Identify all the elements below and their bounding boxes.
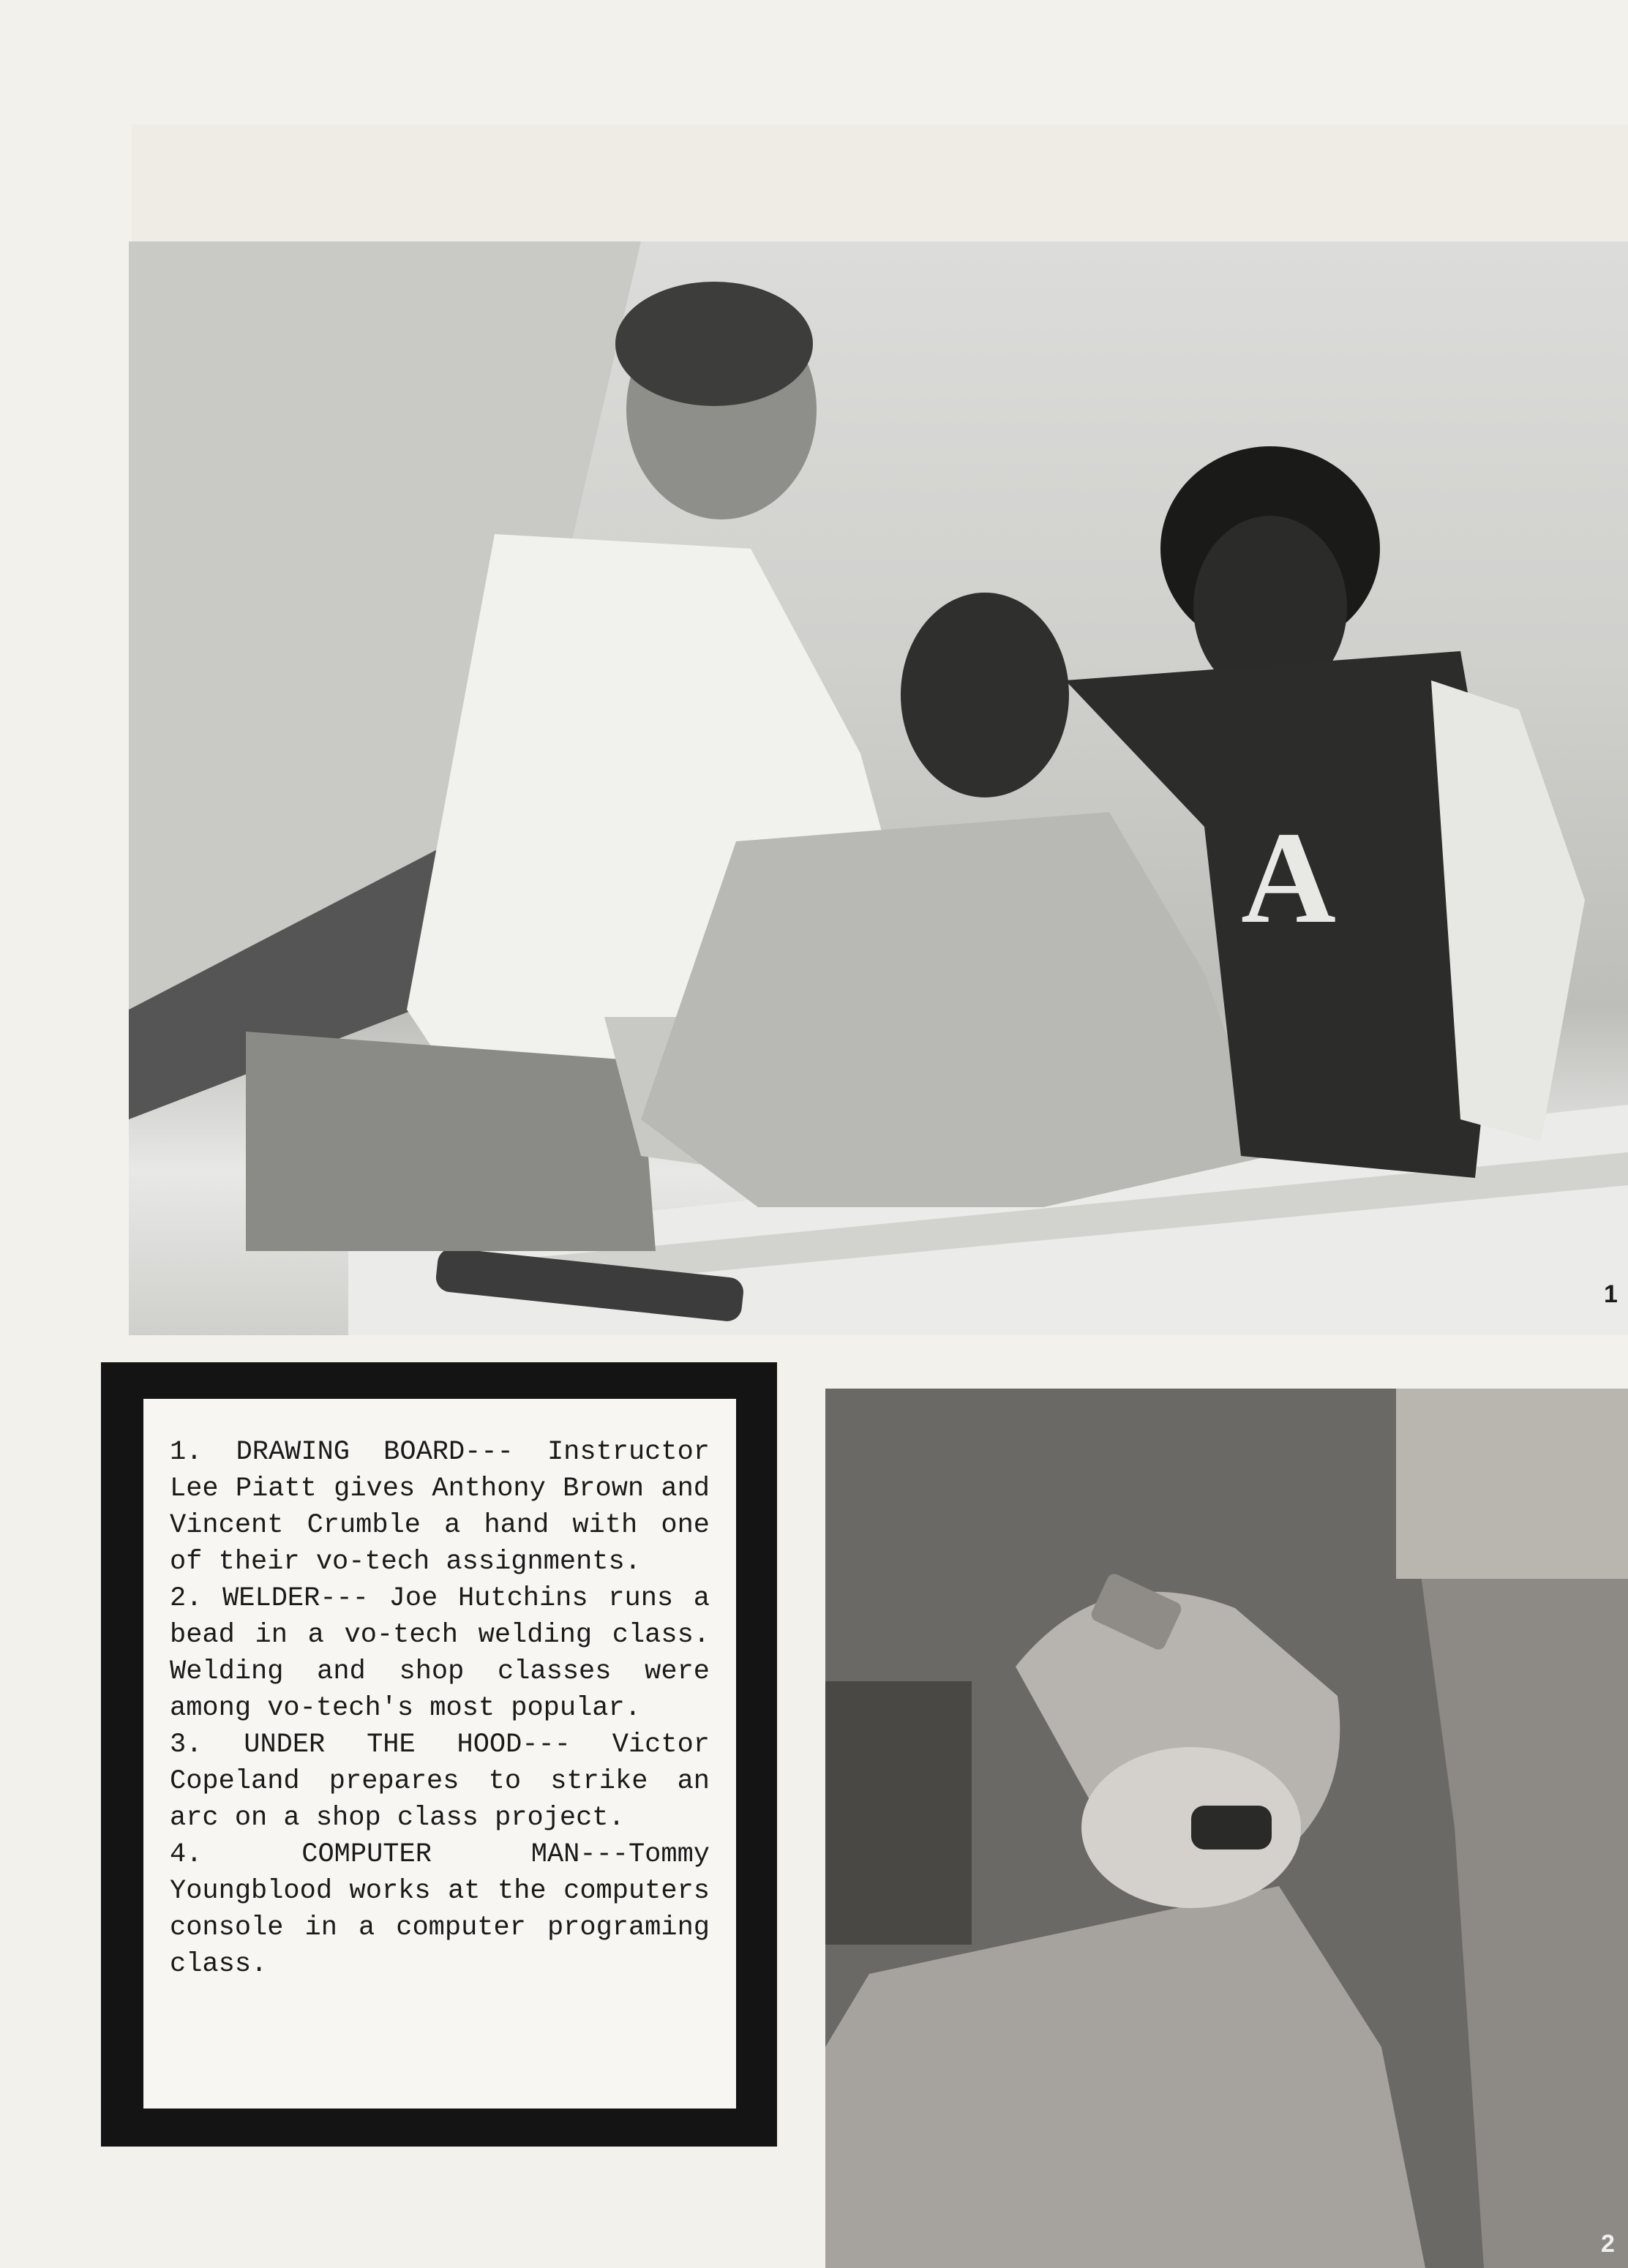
vent-louvers — [1396, 1389, 1628, 1579]
caption-box — [101, 1362, 777, 2147]
caption-text-area — [143, 1399, 736, 2109]
caption-welder: 2. WELDER--- Joe Hutchins runs a bead in a vo-tech welding class. Welding and shop classes were among vo-tech's most popular. — [170, 1583, 727, 1724]
caption-drawing-board: 1. DRAWING BOARD--- Instructor Lee Piatt gives Anthony Brown and Vincent Crumble a hand with one of their vo-tech assignments. — [170, 1437, 727, 1577]
workbench — [825, 1681, 972, 1945]
instructor-hair — [615, 282, 813, 406]
student-one-head — [901, 593, 1069, 797]
photo-welder-illustration — [825, 1389, 1628, 2268]
photo-welder — [825, 1389, 1628, 2268]
photo-number-1: 1 — [1604, 1280, 1618, 1308]
photo-drawing-board-illustration — [129, 241, 1628, 1335]
instructor-trousers — [246, 1032, 656, 1251]
caption-under-the-hood: 3. UNDER THE HOOD--- Victor Copeland prepares to strike an arc on a shop class project. — [170, 1730, 727, 1833]
photo-number-2: 2 — [1601, 2230, 1615, 2258]
page-header-band — [132, 124, 1628, 241]
student-one-shirt — [641, 812, 1270, 1207]
photo-drawing-board — [129, 241, 1628, 1335]
letter-jacket-letter: A — [1241, 805, 1336, 950]
caption-computer-man: 4. COMPUTER MAN---Tommy Youngblood works at the computers console in a computer programing class. — [170, 1839, 727, 1980]
safety-goggles — [1191, 1806, 1272, 1850]
